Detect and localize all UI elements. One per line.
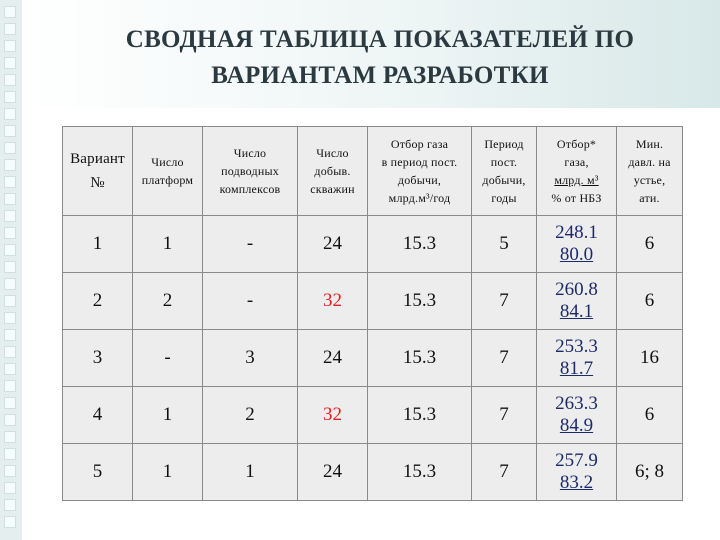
cell-period: 5 [472, 216, 537, 273]
cell-platforms: 1 [133, 216, 203, 273]
decorative-square [4, 159, 16, 171]
table-row [63, 273, 683, 330]
cell-gas-extraction: 15.3 [368, 216, 472, 273]
header-text: млрд. м³ [554, 173, 599, 187]
cell-variant: 4 [63, 387, 133, 444]
decorative-square [4, 125, 16, 137]
cell-subsea: - [203, 216, 298, 273]
cell-period: 7 [472, 273, 537, 330]
decorative-square [4, 465, 16, 477]
header-text: Мин. [635, 137, 664, 151]
cell-period: 7 [472, 387, 537, 444]
decorative-square [4, 193, 16, 205]
decorative-square [4, 397, 16, 409]
header-text: платформ [141, 173, 194, 187]
header-text: устье, [633, 173, 666, 187]
decorative-square [4, 91, 16, 103]
cell-variant: 5 [63, 444, 133, 501]
header-period [472, 127, 537, 216]
cell-total-percent: 80.0 [559, 244, 594, 265]
decorative-square [4, 380, 16, 392]
cell-total-percent: 84.9 [559, 415, 594, 436]
header-text: Вариант [70, 151, 125, 167]
decorative-square [4, 6, 16, 18]
decorative-square [4, 40, 16, 52]
decorative-square [4, 499, 16, 511]
decorative-square [4, 142, 16, 154]
header-total-extraction [537, 127, 617, 216]
cell-gas-extraction: 15.3 [368, 330, 472, 387]
table-row [63, 387, 683, 444]
header-text: Отбор* [556, 137, 597, 151]
cell-wells: 24 [298, 444, 368, 501]
header-text: млрд.м³/год [388, 191, 451, 205]
cell-subsea: 2 [203, 387, 298, 444]
decorative-square [4, 295, 16, 307]
cell-total-value: 253.3 [555, 336, 598, 357]
cell-wells: 24 [298, 216, 368, 273]
cell-min-pressure: 16 [617, 330, 683, 387]
decorative-square [4, 363, 16, 375]
header-variant [63, 127, 133, 216]
decorative-square [4, 329, 16, 341]
decorative-square [4, 244, 16, 256]
header-text: % от НБЗ [551, 191, 602, 205]
table-row [63, 444, 683, 501]
header-text: Отбор газа [390, 137, 449, 151]
header-subsea-complexes [203, 127, 298, 216]
cell-min-pressure: 6 [617, 387, 683, 444]
cell-total-value: 257.9 [555, 450, 598, 471]
decorative-square [4, 210, 16, 222]
cell-period: 7 [472, 444, 537, 501]
table-row [63, 330, 683, 387]
header-text: пост. [490, 155, 518, 169]
header-text: комплексов [219, 182, 281, 196]
cell-platforms: 2 [133, 273, 203, 330]
header-text: Число [316, 146, 349, 160]
header-text: добычи, [397, 173, 442, 187]
decorative-square [4, 57, 16, 69]
cell-gas-extraction: 15.3 [368, 273, 472, 330]
header-text: Число [233, 146, 267, 160]
cell-variant: 2 [63, 273, 133, 330]
header-text: добыв. [314, 164, 351, 178]
decorative-square [4, 414, 16, 426]
decorative-square [4, 346, 16, 358]
header-wells [298, 127, 368, 216]
cell-total-extraction [537, 387, 617, 444]
cell-gas-extraction: 15.3 [368, 444, 472, 501]
cell-platforms: 1 [133, 387, 203, 444]
cell-min-pressure: 6 [617, 216, 683, 273]
cell-platforms: 1 [133, 444, 203, 501]
decorative-square [4, 482, 16, 494]
cell-total-extraction [537, 273, 617, 330]
cell-variant: 1 [63, 216, 133, 273]
decorative-square [4, 312, 16, 324]
header-text: ати. [639, 191, 660, 205]
decorative-square [4, 448, 16, 460]
cell-total-percent: 81.7 [559, 358, 594, 379]
slide-title [60, 22, 700, 94]
header-gas-extraction [368, 127, 472, 216]
decorative-side-strip [0, 0, 22, 540]
header-min-pressure [617, 127, 683, 216]
cell-total-extraction [537, 444, 617, 501]
header-text: годы [491, 191, 517, 205]
cell-min-pressure: 6; 8 [617, 444, 683, 501]
cell-variant: 3 [63, 330, 133, 387]
header-text: газа, [564, 155, 589, 169]
slide-title-line-2: ВАРИАНТАМ РАЗРАБОТКИ [211, 62, 549, 89]
header-text: № [90, 175, 105, 191]
cell-platforms: - [133, 330, 203, 387]
header-text: добычи, [482, 173, 526, 187]
decorative-square [4, 176, 16, 188]
header-platforms [133, 127, 203, 216]
decorative-square [4, 431, 16, 443]
summary-table [62, 126, 683, 501]
decorative-square [4, 516, 16, 528]
cell-wells: 32 [298, 273, 368, 330]
decorative-square [4, 108, 16, 120]
cell-total-extraction [537, 330, 617, 387]
cell-wells: 24 [298, 330, 368, 387]
header-text: Число [151, 155, 184, 169]
decorative-square [4, 23, 16, 35]
header-text: скважин [310, 182, 355, 196]
decorative-square [4, 261, 16, 273]
cell-total-percent: 83.2 [559, 472, 594, 493]
decorative-square [4, 227, 16, 239]
cell-subsea: 3 [203, 330, 298, 387]
header-text: в период пост. [381, 155, 458, 169]
cell-min-pressure: 6 [617, 273, 683, 330]
cell-gas-extraction: 15.3 [368, 387, 472, 444]
table-row [63, 216, 683, 273]
slide-title-line-1: СВОДНАЯ ТАБЛИЦА ПОКАЗАТЕЛЕЙ ПО [125, 26, 635, 53]
cell-total-extraction [537, 216, 617, 273]
cell-subsea: 1 [203, 444, 298, 501]
decorative-square [4, 74, 16, 86]
header-row [63, 127, 683, 216]
cell-total-value: 248.1 [555, 222, 598, 243]
cell-total-percent: 84.1 [559, 301, 594, 322]
cell-period: 7 [472, 330, 537, 387]
cell-total-value: 263.3 [555, 393, 598, 414]
cell-subsea: - [203, 273, 298, 330]
header-text: Период [484, 137, 524, 151]
decorative-square [4, 278, 16, 290]
cell-wells: 32 [298, 387, 368, 444]
header-text: подводных [221, 164, 279, 178]
header-text: давл. на [628, 155, 671, 169]
cell-total-value: 260.8 [555, 279, 598, 300]
